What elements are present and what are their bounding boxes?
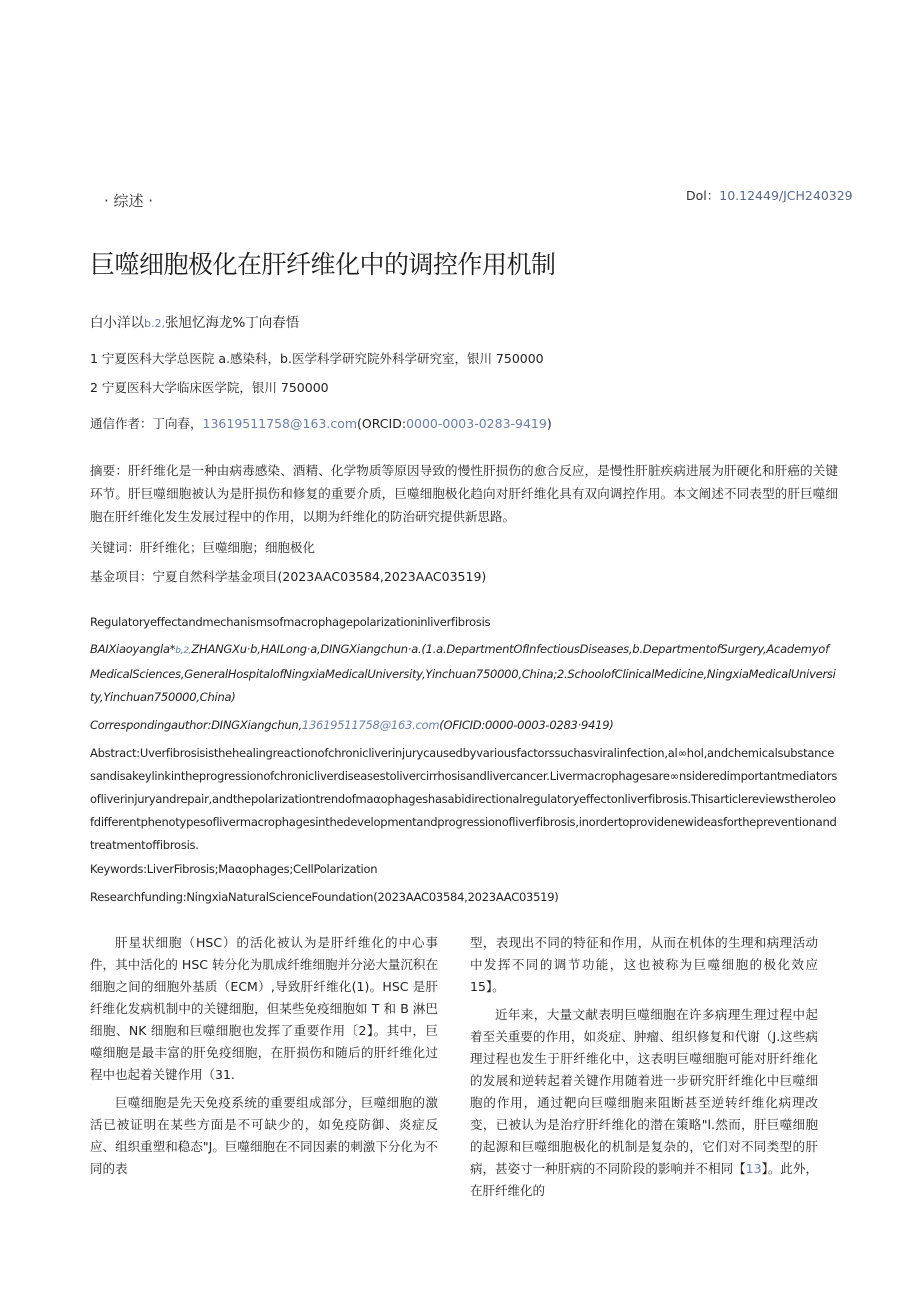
english-authors-b: ZHANGXu·b,HAILong·a,DINGXiangchun·a.(1.a.DepartmentOfInfectiousDiseases,b.DepartmentofSurgery,AcademyofMedicalSciences,GeneralHospitalofNingxiaMedicalUniversity,Yinchuan750000,China;2.SchoolofClinicalMedicine,NingxiaMedicalUniversity,Yinchuan750000,China): [90, 642, 836, 704]
body-paragraph: 型，表现出不同的特征和作用，从而在机体的生理和病理活动中发挥不同的调节功能，这也被称为巨噬细胞的极化效应 15】。: [470, 935, 818, 994]
authors-part2: 张旭忆海龙%丁向春悟: [164, 315, 300, 331]
authors-sup: b.2,: [144, 317, 165, 330]
corr-orcid-prefix: (ORCID:: [357, 416, 407, 431]
english-corr-b: (OFICID:0000-0003-0283·9419): [439, 718, 614, 732]
english-authors: [90, 638, 838, 709]
english-title: Regulatoryeffectandmechanismsofmacrophagepolarizationinliverfibrosis: [90, 615, 491, 629]
abstract-cn: 摘要：肝纤维化是一种由病毒感染、酒精、化学物质等原因导致的慢性肝损伤的愈合反应，是慢性肝脏疾病进展为肝硬化和肝癌的关键环节。肝巨噬细胞被认为是肝损伤和修复的重要介质，巨噬细胞极化趋向对肝纤维化具有双向调控作用。本文阐述不同表型的肝巨噬细胞在肝纤维化发生发展过程中的作用，以期为纤维化的防治研究提供新思路。: [90, 463, 838, 524]
english-keywords: Keywords:LiverFibrosis;Maαophages;CellPolarization: [90, 862, 378, 876]
body-column-left: [90, 932, 438, 1180]
section-tag: · 综述 ·: [104, 192, 154, 210]
english-funding: Researchfunding:NingxiaNaturalScienceFoundation(2023AAC03584,2023AAC03519): [90, 890, 559, 904]
doi-label: Dol：: [686, 188, 720, 203]
body-text: 】。此外，在肝纤维化的: [470, 1161, 818, 1198]
corr-orcid-link[interactable]: 0000-0003-0283-9419: [406, 416, 547, 431]
english-corr-email[interactable]: 13619511758@163.com: [301, 718, 440, 732]
body-paragraph: 肝星状细胞（HSC）的活化被认为是肝纤维化的中心事件，其中活化的 HSC 转分化为肌成纤维细胞并分泌大量沉积在细胞之间的细胞外基质（ECM）,导致肝纤维化(1)。HSC 是肝纤维化发病机制中的关键细胞，但某些免疫细胞如 T 和 B 淋巴细胞、NK 细胞和巨噬细胞也发挥了重要作用〔2】。其中，巨噬细胞是最丰富的肝免疫细胞，在肝损伤和随后的肝纤维化过程中也起着关键作用（31.: [90, 935, 438, 1082]
body-paragraph: 巨噬细胞是先天免疫系统的重要组成部分，巨噬细胞的激活已被证明在某些方面是不可缺少的，如免疫防御、炎症反应、组织重塑和稳态"J。巨噬细胞在不同因素的刺激下分化为不同的表: [90, 1095, 438, 1176]
keywords-cn: 关键词：肝纤维化；巨噬细胞；细胞极化: [90, 540, 316, 555]
corr-label: 通信作者：丁向春，: [90, 416, 203, 431]
corr-orcid-suffix: ): [546, 416, 552, 431]
body-paragraph: [470, 1004, 818, 1202]
correspondence: [90, 414, 552, 432]
doi-value[interactable]: 10.12449/JCH240329: [719, 188, 853, 203]
english-authors-a: BAIXiaoyangla*: [90, 642, 176, 656]
body-column-right: [470, 932, 818, 1202]
english-corr-a: Correspondingauthor:DINGXiangchun,: [90, 718, 302, 732]
affiliation-2: 2 宁夏医科大学临床医学院，银川 750000: [90, 380, 329, 395]
doi: [686, 186, 853, 204]
reference-link[interactable]: 13: [745, 1161, 762, 1176]
body-text: 近年来，大量文献表明巨噬细胞在许多病理生理过程中起着至关重要的作用，如炎症、肿瘤、组织修复和代谢（J.这些病理过程也发生于肝纤维化中，这表明巨噬细胞可能对肝纤维化的发展和逆转起着关键作用随着进一步研究肝纤维化中巨噬细胞的作用，通过靶向巨噬细胞来阻断甚至逆转纤维化病理改变，已被认为是治疗肝纤维化的潜在策略"l.然而，肝巨噬细胞的起源和巨噬细胞极化的机制是复杂的，它们对不同类型的肝病，甚姿寸一种肝病的不同阶段的影响并不相同【: [470, 1007, 818, 1176]
authors-part1: 白小洋以: [90, 315, 144, 331]
english-authors-sup: b,2,: [175, 646, 192, 656]
paper-title: 巨噬细胞极化在肝纤维化中的调控作用机制: [90, 250, 556, 279]
funding-cn: 基金项目：宁夏自然科学基金项目(2023AAC03584,2023AAC03519): [90, 569, 487, 584]
affiliation-1: 1 宁夏医科大学总医院 a.感染科，b.医学科学研究院外科学研究室，银川 750000: [90, 351, 544, 366]
authors: [90, 311, 299, 331]
english-abstract: Abstract:Uverfibrosisisthehealingreactionofchronicliverinjurycausedbyvariousfactorssuchasviralinfection,al∞hol,andchemicalsubstancesandisakeylinkintheprogressionofchronicliverdiseasestolivercirrhosisandlivercancer.Livermacrophagesare∞nsideredimportantmediatorsofliverinjuryandrepair,andthepolarizationtrendofmaαophageshasabidirectionalregulatoryeffectonliverfibrosis.Thisarticlereviewstheroleofdifferentphenotypesoflivermacrophagesinthedevelopmentandprogressionofliverfibrosis,inordertoprovidenewideasforthepreventionandtreatmentoffibrosis.: [90, 746, 838, 852]
english-correspondence: [90, 714, 838, 737]
corr-email-link[interactable]: 13619511758@163.com: [202, 416, 358, 431]
